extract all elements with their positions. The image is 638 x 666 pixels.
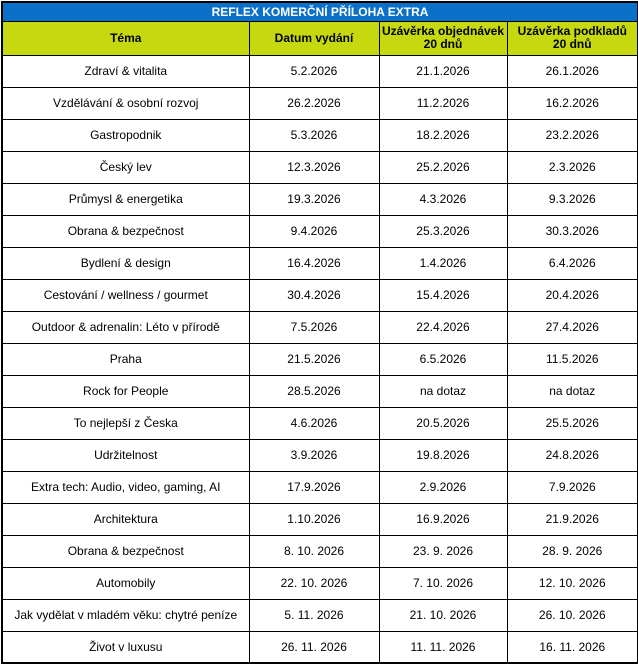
topic-cell: Bydlení & design	[2, 247, 249, 279]
materials-deadline-cell: 6.4.2026	[507, 247, 638, 279]
materials-deadline-cell: 30.3.2026	[507, 215, 638, 247]
table-row	[2, 439, 638, 471]
column-header-issue-date: Datum vydání	[249, 21, 379, 55]
table-row	[2, 599, 638, 631]
materials-deadline-cell: 16. 11. 2026	[507, 631, 638, 663]
issue-date-cell: 16.4.2026	[249, 247, 379, 279]
order-deadline-cell: 2.9.2026	[379, 471, 507, 503]
column-header-order-deadline: Uzávěrka objednávek 20 dnů	[379, 21, 507, 55]
topic-cell: Outdoor & adrenalin: Léto v přírodě	[2, 311, 249, 343]
table-row	[2, 311, 638, 343]
materials-deadline-cell: 25.5.2026	[507, 407, 638, 439]
issue-date-cell: 5.2.2026	[249, 55, 379, 87]
table-row	[2, 215, 638, 247]
supplement-schedule-table	[1, 1, 638, 664]
table-row	[2, 503, 638, 535]
materials-deadline-cell: 20.4.2026	[507, 279, 638, 311]
table-row	[2, 407, 638, 439]
issue-date-cell: 28.5.2026	[249, 375, 379, 407]
materials-deadline-cell: 28. 9. 2026	[507, 535, 638, 567]
order-deadline-cell: 19.8.2026	[379, 439, 507, 471]
topic-cell: Obrana & bezpečnost	[2, 535, 249, 567]
topic-cell: Život v luxusu	[2, 631, 249, 663]
topic-cell: Obrana & bezpečnost	[2, 215, 249, 247]
order-deadline-cell: 25.3.2026	[379, 215, 507, 247]
topic-cell: Extra tech: Audio, video, gaming, AI	[2, 471, 249, 503]
materials-deadline-cell: 11.5.2026	[507, 343, 638, 375]
materials-deadline-cell: 26.1.2026	[507, 55, 638, 87]
issue-date-cell: 1.10.2026	[249, 503, 379, 535]
order-deadline-cell: 7. 10. 2026	[379, 567, 507, 599]
order-deadline-cell: 15.4.2026	[379, 279, 507, 311]
issue-date-cell: 3.9.2026	[249, 439, 379, 471]
table-row	[2, 183, 638, 215]
issue-date-cell: 26. 11. 2026	[249, 631, 379, 663]
table-row	[2, 375, 638, 407]
materials-deadline-cell: 2.3.2026	[507, 151, 638, 183]
topic-cell: Praha	[2, 343, 249, 375]
materials-deadline-cell: 27.4.2026	[507, 311, 638, 343]
issue-date-cell: 22. 10. 2026	[249, 567, 379, 599]
issue-date-cell: 21.5.2026	[249, 343, 379, 375]
table-row	[2, 631, 638, 663]
schedule-sheet	[1, 1, 637, 664]
topic-cell: Gastropodnik	[2, 119, 249, 151]
table-body	[2, 55, 638, 663]
order-deadline-cell: 4.3.2026	[379, 183, 507, 215]
materials-deadline-cell: na dotaz	[507, 375, 638, 407]
order-deadline-cell: na dotaz	[379, 375, 507, 407]
order-deadline-cell: 1.4.2026	[379, 247, 507, 279]
topic-cell: Automobily	[2, 567, 249, 599]
issue-date-cell: 17.9.2026	[249, 471, 379, 503]
issue-date-cell: 7.5.2026	[249, 311, 379, 343]
order-deadline-cell: 18.2.2026	[379, 119, 507, 151]
topic-cell: Architektura	[2, 503, 249, 535]
issue-date-cell: 9.4.2026	[249, 215, 379, 247]
issue-date-cell: 4.6.2026	[249, 407, 379, 439]
materials-deadline-cell: 23.2.2026	[507, 119, 638, 151]
title-row	[2, 2, 638, 21]
topic-cell: Průmysl & energetika	[2, 183, 249, 215]
topic-cell: Udržitelnost	[2, 439, 249, 471]
order-deadline-cell: 11.2.2026	[379, 87, 507, 119]
column-header-materials-deadline: Uzávěrka podkladů 20 dnů	[507, 21, 638, 55]
topic-cell: Rock for People	[2, 375, 249, 407]
issue-date-cell: 5. 11. 2026	[249, 599, 379, 631]
table-row	[2, 87, 638, 119]
materials-deadline-cell: 9.3.2026	[507, 183, 638, 215]
materials-deadline-cell: 16.2.2026	[507, 87, 638, 119]
issue-date-cell: 5.3.2026	[249, 119, 379, 151]
topic-cell: Český lev	[2, 151, 249, 183]
table-title: REFLEX KOMERČNÍ PŘÍLOHA EXTRA	[2, 2, 638, 21]
table-row	[2, 343, 638, 375]
issue-date-cell: 19.3.2026	[249, 183, 379, 215]
order-deadline-cell: 21. 10. 2026	[379, 599, 507, 631]
issue-date-cell: 12.3.2026	[249, 151, 379, 183]
issue-date-cell: 30.4.2026	[249, 279, 379, 311]
table-row	[2, 279, 638, 311]
table-row	[2, 247, 638, 279]
table-head	[2, 2, 638, 55]
order-deadline-cell: 20.5.2026	[379, 407, 507, 439]
materials-deadline-cell: 26. 10. 2026	[507, 599, 638, 631]
table-row	[2, 471, 638, 503]
order-deadline-cell: 16.9.2026	[379, 503, 507, 535]
order-deadline-cell: 25.2.2026	[379, 151, 507, 183]
materials-deadline-cell: 24.8.2026	[507, 439, 638, 471]
table-row	[2, 119, 638, 151]
topic-cell: Cestování / wellness / gourmet	[2, 279, 249, 311]
column-header-row	[2, 21, 638, 55]
table-row	[2, 55, 638, 87]
table-row	[2, 151, 638, 183]
topic-cell: Zdraví & vitalita	[2, 55, 249, 87]
materials-deadline-cell: 12. 10. 2026	[507, 567, 638, 599]
order-deadline-cell: 22.4.2026	[379, 311, 507, 343]
issue-date-cell: 26.2.2026	[249, 87, 379, 119]
topic-cell: Vzdělávání & osobní rozvoj	[2, 87, 249, 119]
materials-deadline-cell: 21.9.2026	[507, 503, 638, 535]
topic-cell: Jak vydělat v mladém věku: chytré peníze	[2, 599, 249, 631]
table-row	[2, 567, 638, 599]
materials-deadline-cell: 7.9.2026	[507, 471, 638, 503]
issue-date-cell: 8. 10. 2026	[249, 535, 379, 567]
order-deadline-cell: 11. 11. 2026	[379, 631, 507, 663]
order-deadline-cell: 6.5.2026	[379, 343, 507, 375]
topic-cell: To nejlepší z Česka	[2, 407, 249, 439]
order-deadline-cell: 23. 9. 2026	[379, 535, 507, 567]
order-deadline-cell: 21.1.2026	[379, 55, 507, 87]
column-header-topic: Téma	[2, 21, 249, 55]
table-row	[2, 535, 638, 567]
